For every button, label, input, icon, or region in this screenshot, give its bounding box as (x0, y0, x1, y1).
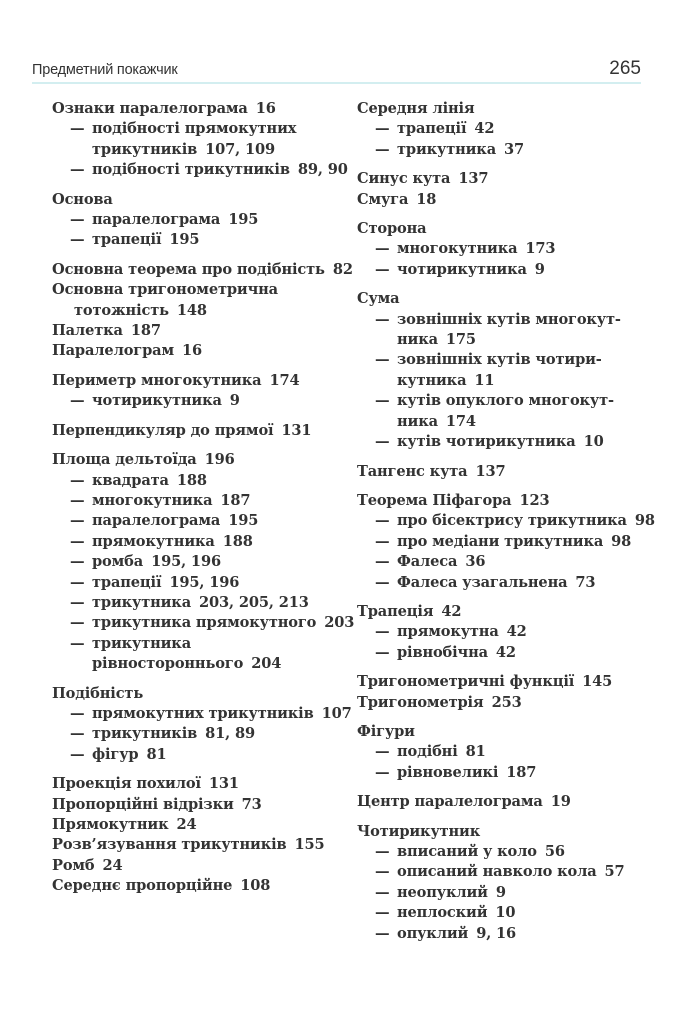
page-reference: 131 (281, 421, 312, 439)
page-reference: 9 (534, 260, 545, 278)
index-entry (52, 260, 353, 280)
index-subentry (357, 763, 657, 783)
page-reference: 19 (550, 793, 571, 811)
page-reference: 10 (495, 904, 516, 922)
index-subentry (52, 391, 342, 411)
index-group (52, 260, 353, 362)
index-group (52, 371, 342, 412)
index-group (357, 491, 657, 593)
em-dash-marker: — (70, 161, 85, 179)
em-dash-marker: — (375, 532, 390, 550)
index-subentry (357, 903, 657, 923)
page-reference: 24 (102, 856, 123, 874)
index-entry (52, 450, 342, 470)
entry-term: прямокутника (92, 532, 215, 550)
page-reference: 175 (445, 331, 476, 349)
index-entry (357, 169, 657, 189)
page-reference: 203, 205, 213 (199, 593, 309, 611)
page-reference: 187 (130, 322, 161, 340)
em-dash-marker: — (375, 573, 390, 591)
entry-term: вписаний у коло (397, 843, 537, 860)
em-dash-marker: — (70, 471, 85, 489)
entry-term: подібності прямокутних (92, 120, 297, 138)
em-dash-marker: — (375, 843, 390, 860)
entry-term: подібні (397, 743, 458, 761)
entry-term: про медіани трикутника (397, 532, 604, 550)
index-entry (357, 822, 657, 842)
page-number: 265 (609, 58, 641, 79)
em-dash-marker: — (375, 553, 390, 571)
page-reference: 98 (611, 532, 632, 550)
entry-term: Перпендикуляр до прямої (52, 421, 274, 439)
entry-term: трикутника (92, 634, 191, 652)
index-group (357, 462, 657, 482)
em-dash-marker: — (70, 704, 85, 722)
entry-term: Середнє пропорційне (52, 877, 233, 895)
index-subentry (52, 593, 342, 613)
em-dash-marker: — (70, 725, 85, 743)
index-entry (52, 815, 342, 835)
entry-continuation-text: рівностороннього (92, 655, 244, 673)
em-dash-marker: — (375, 863, 390, 881)
em-dash-marker: — (70, 211, 85, 229)
page-reference: 187 (506, 763, 537, 781)
running-header-title: Предметний покажчик (32, 62, 178, 78)
page-reference: 42 (474, 120, 495, 138)
index-group (52, 684, 352, 766)
index-group (52, 190, 342, 251)
entry-term: Трапеція (357, 602, 434, 620)
entry-term: Смуга (357, 190, 409, 208)
page-reference: 42 (441, 602, 462, 620)
page-reference: 81, 89 (205, 725, 255, 743)
page-reference: 137 (458, 170, 489, 188)
index-subentry (52, 210, 342, 230)
index-entry (52, 371, 342, 391)
em-dash-marker: — (375, 392, 390, 410)
entry-term: опуклий (397, 924, 469, 942)
em-dash-marker: — (375, 883, 390, 901)
entry-term: Ромб (52, 856, 95, 874)
entry-term: Сума (357, 290, 400, 308)
entry-continuation (52, 301, 342, 321)
entry-term: трапеції (92, 573, 162, 591)
entry-term: Прямокутник (52, 816, 169, 833)
index-subentry (357, 239, 657, 259)
em-dash-marker: — (375, 763, 390, 781)
em-dash-marker: — (70, 392, 85, 410)
index-subentry (357, 883, 657, 903)
em-dash-marker: — (375, 512, 390, 530)
index-subentry (52, 724, 342, 744)
index-subentry (357, 350, 657, 391)
entry-term: Середня лінія (357, 100, 475, 117)
entry-term: чотирикутника (92, 392, 222, 410)
index-subentry (357, 432, 657, 452)
page-reference: 137 (475, 462, 506, 480)
em-dash-marker: — (70, 745, 85, 763)
em-dash-marker: — (375, 120, 390, 138)
index-subentry (52, 552, 342, 572)
page-reference: 11 (474, 371, 495, 389)
index-group (357, 822, 657, 944)
index-subentry (52, 230, 342, 250)
index-group (357, 99, 657, 160)
index-subentry (357, 310, 657, 351)
index-subentry (52, 532, 342, 552)
page-reference: 9, 16 (476, 924, 517, 942)
entry-term: описаний навколо кола (397, 863, 597, 881)
page-reference: 42 (506, 623, 527, 641)
index-subentry (52, 745, 342, 765)
page-reference: 10 (583, 433, 604, 451)
index-subentry (357, 573, 657, 593)
index-entry (357, 99, 657, 119)
index-entry (357, 672, 657, 692)
page-reference: 18 (416, 190, 437, 208)
page-reference: 174 (269, 371, 300, 389)
index-subentry (357, 260, 657, 280)
entry-continuation-text: тотожність (74, 301, 169, 319)
index-subentry (52, 119, 342, 160)
page-reference: 195 (228, 512, 259, 530)
entry-term: трикутників (92, 725, 198, 743)
entry-term: рівнобічна (397, 643, 488, 661)
page-reference: 148 (176, 301, 207, 319)
entry-term: Фігури (357, 722, 415, 740)
index-group (52, 99, 348, 181)
page-reference: 107, 109 (205, 140, 275, 158)
entry-continuation-text: ника (397, 331, 438, 349)
index-subentry (357, 140, 657, 160)
entry-term: прямокутна (397, 623, 499, 641)
index-subentry (52, 634, 342, 675)
entry-term: Основна теорема про подібність (52, 260, 325, 278)
page-reference: 9 (229, 392, 240, 410)
index-entry (52, 421, 342, 441)
index-entry (52, 190, 342, 210)
entry-continuation-text: ника (397, 412, 438, 430)
entry-term: многокутника (92, 491, 213, 509)
entry-term: паралелограма (92, 512, 221, 530)
page-reference: 195, 196 (151, 553, 221, 571)
entry-term: зовнішніх кутів многокут- (397, 310, 621, 328)
index-subentry (357, 742, 657, 762)
index-entry (357, 722, 657, 742)
entry-term: Пропорційні відрізки (52, 795, 234, 813)
em-dash-marker: — (70, 231, 85, 249)
page-reference: 145 (582, 673, 613, 691)
entry-term: кутів чотирикутника (397, 433, 576, 451)
em-dash-marker: — (375, 351, 390, 369)
entry-term: Проекція похилої (52, 775, 201, 793)
index-entry (52, 856, 342, 876)
index-entry (52, 99, 342, 119)
entry-term: ромба (92, 553, 144, 571)
page-reference: 73 (575, 573, 596, 591)
entry-term: трапеції (397, 120, 467, 138)
page-reference: 73 (241, 795, 262, 813)
index-entry (357, 190, 657, 210)
entry-term: многокутника (397, 240, 518, 258)
entry-term: Тригонометричні функції (357, 673, 575, 691)
page-reference: 188 (176, 471, 207, 489)
em-dash-marker: — (375, 623, 390, 641)
page-reference: 107 (321, 704, 352, 722)
index-column-left (52, 99, 355, 906)
entry-term: Основна тригонометрична (52, 281, 278, 299)
index-subentry (357, 643, 657, 663)
index-entry (357, 491, 657, 511)
index-subentry (357, 119, 657, 139)
page-reference: 204 (251, 655, 282, 673)
em-dash-marker: — (70, 491, 85, 509)
index-entry (52, 835, 342, 855)
index-entry (52, 341, 342, 361)
index-group (357, 602, 657, 663)
index-entry (357, 219, 657, 239)
entry-continuation (375, 371, 657, 391)
index-group (52, 774, 342, 896)
em-dash-marker: — (375, 743, 390, 761)
entry-term: подібності трикутників (92, 161, 290, 179)
page-reference: 42 (495, 643, 516, 661)
index-entry (52, 774, 342, 794)
entry-continuation (70, 654, 342, 674)
page-reference: 203 (324, 614, 355, 632)
entry-term: Центр паралелограма (357, 793, 543, 811)
entry-term: Ознаки паралелограма (52, 100, 248, 117)
index-group (357, 169, 657, 210)
page-reference: 56 (544, 843, 565, 860)
page-reference: 131 (208, 775, 239, 793)
index-subentry (52, 511, 342, 531)
entry-term: кутів опуклого многокут- (397, 392, 614, 410)
entry-term: трапеції (92, 231, 162, 249)
entry-term: трикутника прямокутного (92, 614, 317, 632)
index-group (52, 450, 355, 674)
entry-continuation (375, 412, 657, 432)
index-subentry (52, 613, 355, 633)
entry-term: квадрата (92, 471, 169, 489)
page-reference: 24 (176, 816, 197, 833)
entry-term: Фалеса узагальнена (397, 573, 568, 591)
index-subentry (357, 842, 657, 862)
index-subentry (357, 391, 657, 432)
index-subentry (52, 471, 342, 491)
page-reference: 173 (525, 240, 556, 258)
entry-term: трикутника (397, 140, 496, 158)
entry-term: Чотирикутник (357, 822, 481, 840)
header-rule-divider (32, 82, 641, 84)
em-dash-marker: — (375, 310, 390, 328)
index-entry (52, 876, 342, 896)
index-subentry (52, 491, 342, 511)
index-subentry (357, 924, 657, 944)
entry-continuation (70, 140, 342, 160)
page-reference: 82 (332, 260, 353, 278)
entry-term: чотирикутника (397, 260, 527, 278)
entry-term: трикутника (92, 593, 191, 611)
page-reference: 123 (519, 491, 550, 509)
em-dash-marker: — (375, 433, 390, 451)
page-reference: 16 (255, 100, 276, 117)
page-reference: 81 (146, 745, 167, 763)
entry-term: Розв’язування трикутників (52, 836, 287, 854)
page-reference: 195, 196 (169, 573, 240, 591)
em-dash-marker: — (70, 573, 85, 591)
index-group (357, 792, 657, 812)
em-dash-marker: — (375, 643, 390, 661)
page-reference: 9 (495, 883, 506, 901)
entry-term: рівновеликі (397, 763, 499, 781)
page-reference: 253 (491, 693, 522, 711)
page-reference: 57 (604, 863, 625, 881)
em-dash-marker: — (70, 120, 85, 138)
running-header (32, 58, 641, 82)
entry-continuation-text: кутника (397, 371, 467, 389)
index-entry (52, 684, 342, 704)
entry-term: Тангенс кута (357, 462, 468, 480)
page-reference: 155 (294, 836, 325, 854)
page-reference: 196 (204, 451, 235, 469)
index-group (357, 289, 657, 452)
page-reference: 108 (240, 877, 271, 895)
entry-term: Периметр многокутника (52, 371, 262, 389)
em-dash-marker: — (375, 140, 390, 158)
page-reference: 98 (634, 512, 655, 530)
em-dash-marker: — (70, 532, 85, 550)
index-entry (357, 792, 657, 812)
em-dash-marker: — (375, 904, 390, 922)
entry-term: Паралелограм (52, 342, 174, 360)
page-reference: 195 (169, 231, 200, 249)
index-subentry (357, 552, 657, 572)
page-reference: 174 (445, 412, 476, 430)
index-entry (357, 289, 657, 309)
index-entry (52, 321, 342, 341)
entry-term: Палетка (52, 322, 123, 340)
entry-term: про бісектрису трикутника (397, 512, 627, 530)
entry-term: Подібність (52, 684, 144, 702)
em-dash-marker: — (70, 634, 85, 652)
index-entry (357, 602, 657, 622)
em-dash-marker: — (70, 512, 85, 530)
entry-term: Основа (52, 190, 113, 208)
index-entry (357, 693, 657, 713)
entry-term: неплоский (397, 904, 488, 922)
index-entry (52, 795, 342, 815)
em-dash-marker: — (375, 240, 390, 258)
index-subentry (52, 160, 348, 180)
index-column-right (357, 99, 657, 953)
entry-term: Площа дельтоїда (52, 451, 197, 469)
index-subentry (357, 511, 657, 531)
entry-continuation (375, 330, 657, 350)
entry-term: неопуклий (397, 883, 488, 901)
em-dash-marker: — (70, 593, 85, 611)
page-reference: 36 (465, 553, 486, 571)
entry-term: Сторона (357, 220, 427, 238)
index-subentry (357, 532, 657, 552)
page-reference: 16 (181, 342, 202, 360)
index-group (357, 672, 657, 713)
page-reference: 89, 90 (297, 161, 348, 179)
em-dash-marker: — (375, 924, 390, 942)
index-group (357, 722, 657, 783)
page-reference: 195 (228, 211, 259, 229)
entry-term: зовнішніх кутів чотири- (397, 351, 602, 369)
index-entry (357, 462, 657, 482)
entry-term: Тригонометрія (357, 693, 484, 711)
entry-term: Фалеса (397, 553, 458, 571)
index-subentry (52, 704, 352, 724)
entry-term: паралелограма (92, 211, 221, 229)
page-reference: 37 (504, 140, 525, 158)
index-group (357, 219, 657, 280)
entry-term: Синус кута (357, 170, 451, 188)
index-subentry (52, 573, 342, 593)
page-reference: 81 (465, 743, 486, 761)
entry-term: Теорема Піфагора (357, 491, 512, 509)
page-reference: 188 (222, 532, 253, 550)
page-reference: 187 (220, 491, 251, 509)
em-dash-marker: — (70, 553, 85, 571)
index-subentry (357, 862, 657, 882)
entry-continuation-text: трикутників (92, 140, 198, 158)
index-subentry (357, 622, 657, 642)
em-dash-marker: — (70, 614, 85, 632)
index-group (52, 421, 342, 441)
em-dash-marker: — (375, 260, 390, 278)
entry-term: фігур (92, 745, 139, 763)
index-entry (52, 280, 342, 321)
entry-term: прямокутних трикутників (92, 704, 314, 722)
